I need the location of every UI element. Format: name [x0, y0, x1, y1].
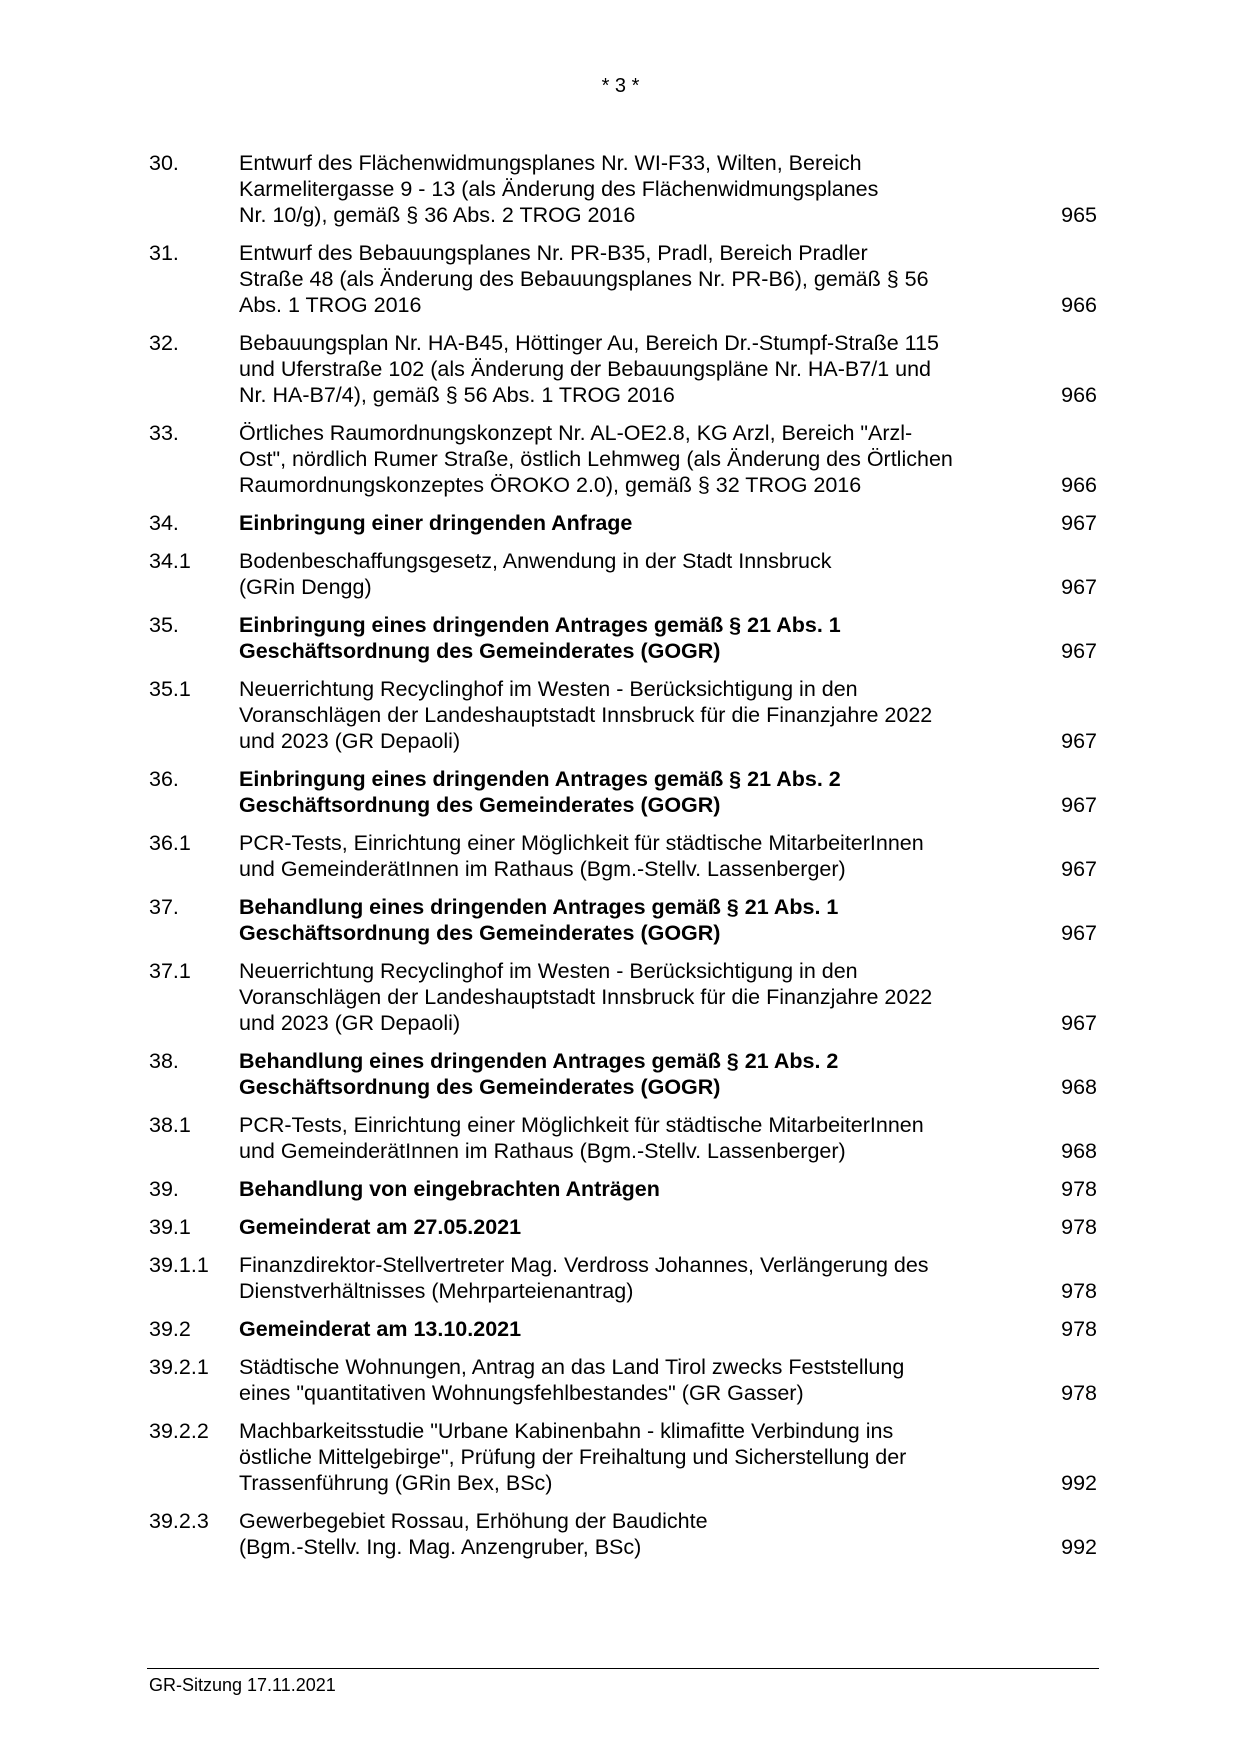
toc-entry-number: 34. — [149, 511, 179, 535]
toc-entry-page: 967 — [1061, 639, 1097, 663]
toc-entry — [149, 894, 1097, 946]
toc-entry-title: Bodenbeschaffungsgesetz, Anwendung in der Stadt Innsbruck (GRin Dengg) — [239, 549, 832, 599]
toc-entry-number: 37.1 — [149, 959, 191, 983]
toc-entry-page: 966 — [1061, 473, 1097, 497]
toc-entry — [149, 1176, 1097, 1202]
page-number: * 3 * — [601, 75, 640, 97]
toc-entry-title: Entwurf des Bebauungsplanes Nr. PR-B35, Pradl, Bereich Pradler Straße 48 (als Änderung des Bebauungsplanes Nr. PR-B6), gemäß § 56 Abs. 1 TROG 2016 — [239, 241, 929, 317]
toc-entry-number: 30. — [149, 151, 179, 175]
toc-entry-number: 34.1 — [149, 549, 191, 573]
toc-entry-number: 39.2.3 — [149, 1509, 209, 1533]
toc-entry — [149, 510, 1097, 536]
toc-entry-number: 39.2 — [149, 1317, 191, 1341]
toc-entry-title: Örtliches Raumordnungskonzept Nr. AL-OE2.8, KG Arzl, Bereich "Arzl- Ost", nördlich Rumer Straße, östlich Lehmweg (als Änderung des Örtlichen Raumordnungskonzeptes ÖROKO 2.0), gemäß § 32 TROG 2016 — [239, 421, 953, 497]
toc-entry-page: 966 — [1061, 383, 1097, 407]
toc-entry-title: Machbarkeitsstudie "Urbane Kabinenbahn - klimafitte Verbindung ins östliche Mittelgebirge", Prüfung der Freihaltung und Sicherstellung der Trassenführung (GRin Bex, BSc) — [239, 1419, 907, 1495]
toc-entry-page: 978 — [1061, 1177, 1097, 1201]
toc-entry-number: 38. — [149, 1049, 179, 1073]
toc-entry-page: 992 — [1061, 1535, 1097, 1559]
toc-entry-number: 35. — [149, 613, 179, 637]
toc-entry-number: 38.1 — [149, 1113, 191, 1137]
toc-entry-number: 39.2.2 — [149, 1419, 209, 1443]
toc-entry-title: PCR-Tests, Einrichtung einer Möglichkeit für städtische MitarbeiterInnen und GemeinderätInnen im Rathaus (Bgm.-Stellv. Lassenberger) — [239, 1113, 924, 1163]
toc-entry-title: Einbringung eines dringenden Antrages gemäß § 21 Abs. 2 Geschäftsordnung des Gemeinderates (GOGR) — [239, 767, 841, 817]
toc-entry — [149, 150, 1097, 228]
toc-entry-number: 39. — [149, 1177, 179, 1201]
toc-entry-title: Gemeinderat am 27.05.2021 — [239, 1215, 522, 1239]
toc-entry-number: 36.1 — [149, 831, 191, 855]
toc-entry-number: 32. — [149, 331, 179, 355]
toc-entry — [149, 612, 1097, 664]
toc-entry-number: 39.1.1 — [149, 1253, 209, 1277]
toc-entry-title: Gewerbegebiet Rossau, Erhöhung der Baudichte (Bgm.-Stellv. Ing. Mag. Anzengruber, BSc) — [239, 1509, 708, 1559]
toc-entry — [149, 330, 1097, 408]
toc-entry — [149, 1112, 1097, 1164]
toc-entry — [149, 1214, 1097, 1240]
toc-entry — [149, 1316, 1097, 1342]
toc-entry — [149, 548, 1097, 600]
toc-entry-page: 967 — [1061, 729, 1097, 753]
toc-entry-page: 967 — [1061, 575, 1097, 599]
toc-entry-title: Einbringung einer dringenden Anfrage — [239, 511, 633, 535]
toc-entry-title: Städtische Wohnungen, Antrag an das Land Tirol zwecks Feststellung eines "quantitativen Wohnungsfehlbestandes" (GR Gasser) — [239, 1355, 905, 1405]
toc-entry-title: Neuerrichtung Recyclinghof im Westen - Berücksichtigung in den Voranschlägen der Landeshauptstadt Innsbruck für die Finanzjahre 2022 und 2023 (GR Depaoli) — [239, 677, 933, 753]
toc-entry-number: 33. — [149, 421, 179, 445]
toc-entry — [149, 1418, 1097, 1496]
toc-entry-number: 39.2.1 — [149, 1355, 209, 1379]
toc-entry — [149, 1048, 1097, 1100]
toc-entry-page: 967 — [1061, 857, 1097, 881]
toc-entry-page: 967 — [1061, 511, 1097, 535]
toc-entry-number: 36. — [149, 767, 179, 791]
toc-entry-title: Bebauungsplan Nr. HA-B45, Höttinger Au, Bereich Dr.-Stumpf-Straße 115 und Uferstraße 102 (als Änderung der Bebauungspläne Nr. HA-B7/1 und Nr. HA-B7/4), gemäß § 56 Abs. 1 TROG 2016 — [239, 331, 939, 407]
toc-entry-page: 978 — [1061, 1381, 1097, 1405]
toc-entry — [149, 420, 1097, 498]
toc-entry-page: 978 — [1061, 1317, 1097, 1341]
table-of-contents — [149, 150, 1097, 1572]
toc-entry-page: 967 — [1061, 793, 1097, 817]
toc-entry-title: Behandlung eines dringenden Antrages gemäß § 21 Abs. 1 Geschäftsordnung des Gemeinderates (GOGR) — [239, 895, 839, 945]
toc-entry-page: 967 — [1061, 1011, 1097, 1035]
toc-entry — [149, 1508, 1097, 1560]
toc-entry-title: Entwurf des Flächenwidmungsplanes Nr. WI-F33, Wilten, Bereich Karmelitergasse 9 - 13 (als Änderung des Flächenwidmungsplanes Nr. 10/g), gemäß § 36 Abs. 2 TROG 2016 — [239, 151, 879, 227]
toc-entry — [149, 676, 1097, 754]
toc-entry-page: 968 — [1061, 1075, 1097, 1099]
toc-entry-number: 37. — [149, 895, 179, 919]
toc-entry — [149, 240, 1097, 318]
footer-session-date: GR-Sitzung 17.11.2021 — [149, 1675, 336, 1695]
toc-entry — [149, 766, 1097, 818]
toc-entry-title: Finanzdirektor-Stellvertreter Mag. Verdross Johannes, Verlängerung des Dienstverhältnisses (Mehrparteienantrag) — [239, 1253, 929, 1303]
toc-entry-title: Behandlung eines dringenden Antrages gemäß § 21 Abs. 2 Geschäftsordnung des Gemeinderates (GOGR) — [239, 1049, 839, 1099]
toc-entry-page: 992 — [1061, 1471, 1097, 1495]
toc-entry-page: 965 — [1061, 203, 1097, 227]
toc-entry-number: 35.1 — [149, 677, 191, 701]
toc-entry-page: 978 — [1061, 1279, 1097, 1303]
toc-entry-title: Gemeinderat am 13.10.2021 — [239, 1317, 522, 1341]
toc-entry-number: 31. — [149, 241, 179, 265]
toc-entry — [149, 958, 1097, 1036]
toc-entry-title: Behandlung von eingebrachten Anträgen — [239, 1177, 660, 1201]
footer-divider — [147, 1668, 1099, 1669]
toc-entry — [149, 1354, 1097, 1406]
toc-entry-page: 967 — [1061, 921, 1097, 945]
toc-entry-page: 968 — [1061, 1139, 1097, 1163]
toc-entry-title: Einbringung eines dringenden Antrages gemäß § 21 Abs. 1 Geschäftsordnung des Gemeinderates (GOGR) — [239, 613, 841, 663]
toc-entry-title: Neuerrichtung Recyclinghof im Westen - Berücksichtigung in den Voranschlägen der Landeshauptstadt Innsbruck für die Finanzjahre 2022 und 2023 (GR Depaoli) — [239, 959, 933, 1035]
toc-entry — [149, 1252, 1097, 1304]
toc-entry-title: PCR-Tests, Einrichtung einer Möglichkeit für städtische MitarbeiterInnen und GemeinderätInnen im Rathaus (Bgm.-Stellv. Lassenberger) — [239, 831, 924, 881]
toc-entry — [149, 830, 1097, 882]
toc-entry-page: 966 — [1061, 293, 1097, 317]
toc-entry-number: 39.1 — [149, 1215, 191, 1239]
toc-entry-page: 978 — [1061, 1215, 1097, 1239]
